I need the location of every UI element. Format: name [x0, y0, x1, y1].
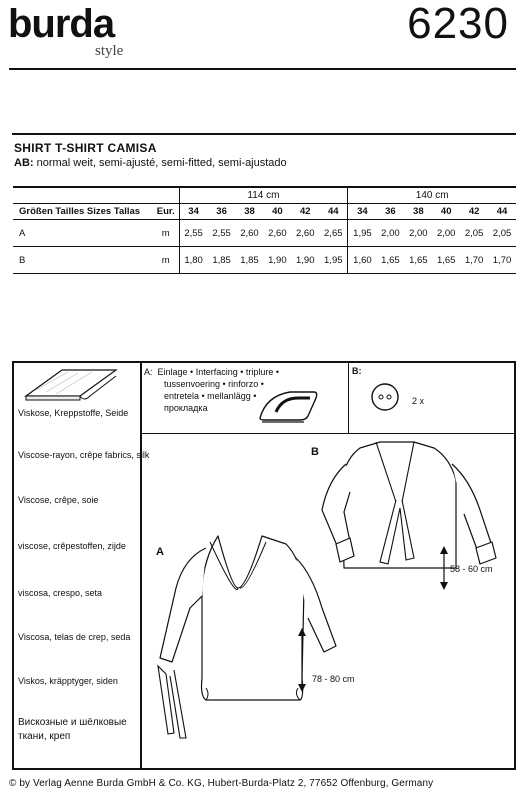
copyright-footer: © by Verlag Aenne Burda GmbH & Co. KG, Hubert-Burda-Platz 2, 77652 Offenburg, Germany [9, 778, 434, 789]
size-cell: 40 [432, 204, 460, 220]
notions-divider [348, 361, 349, 433]
size-cell: 38 [404, 204, 432, 220]
size-header-row [13, 204, 516, 220]
yardage-cell: 1,65 [432, 247, 460, 274]
yardage-cell: 1,85 [208, 247, 236, 274]
size-header-label: Größen Tailles Sizes Tallas [13, 204, 153, 220]
size-cell: 44 [319, 204, 348, 220]
fabric-ru-1: Вискозные и шёлковые [18, 717, 127, 728]
fit-description [14, 157, 287, 169]
yardage-cell: 2,60 [291, 220, 319, 247]
size-cell: 34 [179, 204, 208, 220]
yardage-cell: 2,55 [208, 220, 236, 247]
yardage-cell: 2,05 [488, 220, 516, 247]
bust-label-140: 140 cm [348, 187, 516, 204]
notions-bottom-rule [140, 433, 516, 434]
yardage-cell: 1,60 [348, 247, 377, 274]
yardage-cell: 2,65 [319, 220, 348, 247]
view-a-length: 78 - 80 cm [312, 674, 355, 684]
fit-text: normal weit, semi-ajusté, semi-fitted, semi-ajustado [36, 157, 287, 169]
yardage-cell: 1,95 [319, 247, 348, 274]
row-unit: m [153, 220, 179, 247]
row-unit: m [153, 247, 179, 274]
yardage-cell: 1,70 [460, 247, 488, 274]
button-icon [370, 382, 400, 412]
yardage-cell: 1,80 [179, 247, 208, 274]
interfacing-line-4: прокладка [164, 403, 208, 413]
bust-row [13, 187, 516, 204]
fit-views: AB: [14, 157, 34, 169]
yardage-cell: 1,65 [404, 247, 432, 274]
interfacing-line-3: entretela • mellanlägg • [164, 391, 257, 401]
yardage-cell: 2,05 [460, 220, 488, 247]
size-cell: 36 [376, 204, 404, 220]
size-cell: 38 [236, 204, 264, 220]
pattern-number: 6230 [407, 0, 509, 48]
table-row-a [13, 220, 516, 247]
garment-title: SHIRT T-SHIRT CAMISA [14, 141, 157, 155]
yardage-cell: 1,90 [263, 247, 291, 274]
yardage-cell: 2,60 [236, 220, 264, 247]
yardage-cell: 1,90 [291, 247, 319, 274]
yardage-cell: 1,65 [376, 247, 404, 274]
size-cell: 40 [263, 204, 291, 220]
eur-label: Eur. [153, 204, 179, 220]
yardage-cell: 2,00 [376, 220, 404, 247]
yardage-cell: 2,55 [179, 220, 208, 247]
fabric-de: Viskose, Kreppstoffe, Seide [18, 408, 129, 418]
fabric-ru-2: ткани, креп [18, 731, 71, 742]
row-view-label: B [13, 247, 153, 274]
yardage-cell: 1,95 [348, 220, 377, 247]
buttons-count: 2 x [412, 396, 425, 406]
bust-label-114: 114 cm [179, 187, 348, 204]
header-rule [9, 68, 516, 70]
fabric-es: Viscosa, telas de crep, seda [18, 632, 131, 642]
fabric-fr: Viscose, crêpe, soie [18, 495, 99, 505]
yardage-cell: 1,70 [488, 247, 516, 274]
view-a-label: A [156, 546, 164, 558]
interfacing-line-2: tussenvoering • rinforzo • [164, 379, 264, 389]
title-rule [12, 133, 516, 135]
view-b-length: 58 - 60 cm [450, 564, 493, 574]
size-cell: 42 [460, 204, 488, 220]
size-cell: 44 [488, 204, 516, 220]
interfacing-line-1: Einlage • Interfacing • triplure • [157, 367, 280, 377]
yardage-cell: 1,85 [236, 247, 264, 274]
fabric-sv: Viskos, kräpptyger, siden [18, 676, 118, 686]
brand-logo: burda [8, 2, 115, 46]
brand-logo-style: style [95, 43, 124, 59]
fabric-en: Viscose-rayon, crêpe fabrics, silk [18, 450, 150, 460]
fabric-roll-icon [22, 366, 118, 404]
yardage-cell: 2,00 [404, 220, 432, 247]
buttons-view: B: [352, 366, 362, 376]
size-table [13, 186, 516, 274]
view-b-label: B [311, 446, 319, 458]
interfacing-view: A: [144, 367, 153, 377]
fabric-nl: viscose, crêpestoffen, zijde [18, 541, 126, 551]
size-cell: 42 [291, 204, 319, 220]
panel-divider [140, 361, 142, 770]
table-row-b [13, 247, 516, 274]
size-cell: 36 [208, 204, 236, 220]
row-view-label: A [13, 220, 153, 247]
fabric-it: viscosa, crespo, seta [18, 588, 103, 598]
size-cell: 34 [348, 204, 377, 220]
iron-icon [256, 386, 320, 426]
yardage-cell: 2,60 [263, 220, 291, 247]
yardage-cell: 2,00 [432, 220, 460, 247]
